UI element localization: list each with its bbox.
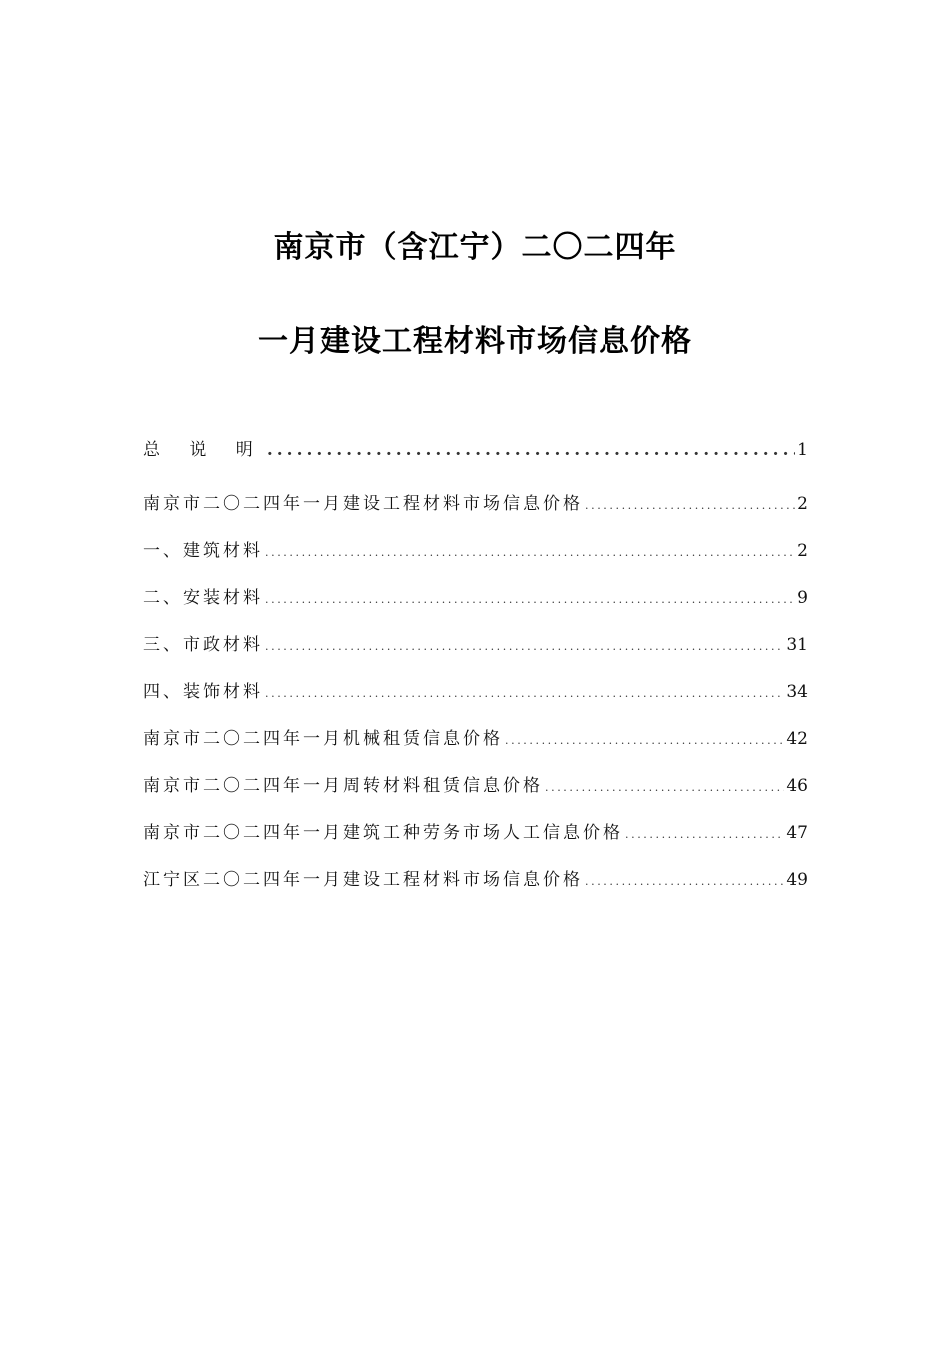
toc-entry-page: 46 — [786, 776, 808, 796]
toc-entry-page: 9 — [797, 588, 808, 608]
toc-entry-page: 34 — [786, 682, 808, 702]
toc-entry-building-materials[interactable] — [143, 536, 808, 566]
toc-leader-dots — [505, 734, 784, 747]
toc-leader-dots — [625, 828, 784, 841]
toc-entry-page: 2 — [797, 541, 808, 561]
toc-entry-page: 2 — [797, 494, 808, 514]
toc-entry-page: 42 — [786, 729, 808, 749]
toc-entry-decoration-materials[interactable] — [143, 677, 808, 707]
toc-entry-label: 一、建筑材料 — [143, 541, 263, 561]
toc-entry-general-notes[interactable] — [143, 435, 808, 465]
toc-entry-label: 南京市二〇二四年一月建筑工种劳务市场人工信息价格 — [143, 823, 623, 843]
toc-entry-label: 南京市二〇二四年一月建设工程材料市场信息价格 — [143, 494, 583, 514]
toc-leader-dots — [265, 687, 784, 700]
toc-entry-municipal-materials[interactable] — [143, 630, 808, 660]
toc-entry-jiangning-materials[interactable] — [143, 865, 808, 895]
toc-entry-label: 四、装饰材料 — [143, 682, 263, 702]
toc-entry-label: 三、市政材料 — [143, 635, 263, 655]
toc-entry-label: 江宁区二〇二四年一月建设工程材料市场信息价格 — [143, 870, 583, 890]
toc-entry-label: 南京市二〇二四年一月机械租赁信息价格 — [143, 729, 503, 749]
toc-leader-dots — [265, 546, 795, 559]
toc-entry-label: 总 说 明 — [143, 440, 265, 460]
toc-entry-turnover-materials-leasing[interactable] — [143, 771, 808, 801]
toc-entry-nanjing-materials[interactable] — [143, 489, 808, 519]
toc-entry-page: 1 — [797, 440, 808, 460]
toc-entry-page: 47 — [786, 823, 808, 843]
document-title-line-2: 一月建设工程材料市场信息价格 — [258, 324, 692, 359]
document-title-line-1: 南京市（含江宁）二〇二四年 — [273, 230, 677, 265]
toc-leader-dots — [265, 593, 795, 606]
toc-entry-page: 49 — [786, 870, 808, 890]
toc-entry-labor-prices[interactable] — [143, 818, 808, 848]
toc-entry-label: 南京市二〇二四年一月周转材料租赁信息价格 — [143, 776, 543, 796]
toc-entry-machinery-leasing[interactable] — [143, 724, 808, 754]
toc-entry-label: 二、安装材料 — [143, 588, 263, 608]
toc-entry-installation-materials[interactable] — [143, 583, 808, 613]
toc-leader-dots — [265, 640, 784, 653]
toc-leader-dots — [585, 499, 795, 512]
toc-entry-page: 31 — [786, 635, 808, 655]
toc-leader-dots — [585, 875, 784, 888]
toc-leader-dots — [545, 781, 784, 794]
toc-leader-dots — [267, 440, 795, 460]
